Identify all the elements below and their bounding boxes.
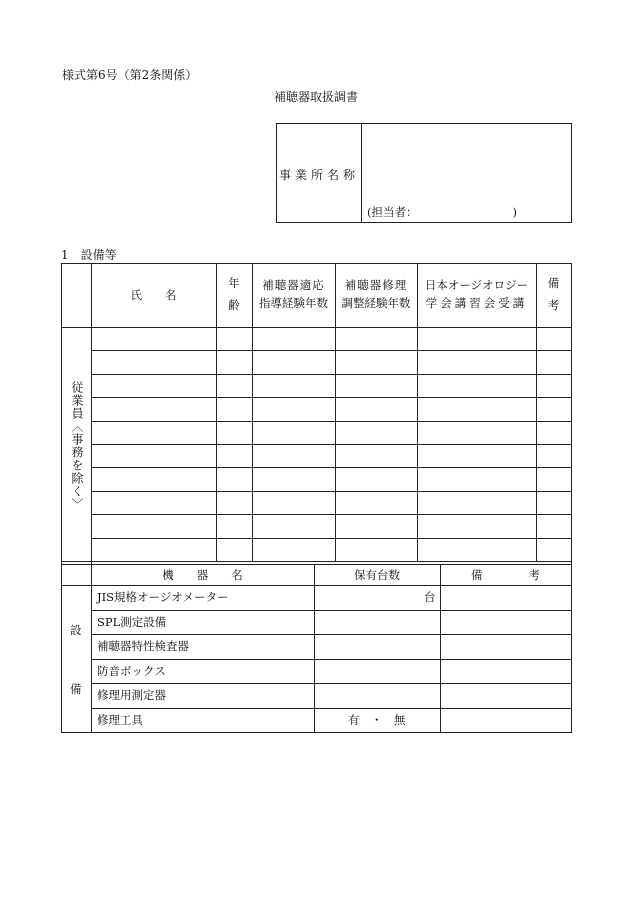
staff-entry-cell[interactable]	[253, 398, 335, 420]
staff-entry-cell[interactable]	[336, 515, 417, 537]
equipment-name: SPL測定設備	[97, 615, 167, 629]
staff-entry-cell[interactable]	[92, 398, 216, 420]
staff-entry-cell[interactable]	[217, 492, 252, 514]
staff-entry-cell[interactable]	[537, 515, 571, 537]
staff-entry-cell[interactable]	[253, 328, 335, 350]
equipment-start-rule	[62, 564, 571, 565]
staff-entry-cell[interactable]	[336, 492, 417, 514]
staff-end-rule	[62, 561, 571, 562]
staff-entry-cell[interactable]	[418, 328, 536, 350]
staff-entry-cell[interactable]	[217, 515, 252, 537]
staff-entry-cell[interactable]	[537, 351, 571, 373]
header-repair-experience: 補聴器修理 調整経験年数	[341, 278, 411, 310]
staff-entry-cell[interactable]	[253, 375, 335, 397]
business-name-label: 事業所名称	[278, 168, 359, 182]
staff-entry-cell[interactable]	[418, 539, 536, 561]
staff-entry-cell[interactable]	[537, 445, 571, 467]
staff-entry-cell[interactable]	[253, 351, 335, 373]
staff-entry-cell[interactable]	[92, 328, 216, 350]
staff-entry-cell[interactable]	[217, 375, 252, 397]
owned-count-field[interactable]	[315, 639, 439, 653]
equipment-name: 修理用測定器	[97, 688, 166, 702]
staff-entry-cell[interactable]	[418, 375, 536, 397]
staff-entry-cell[interactable]	[92, 539, 216, 561]
equipment-remarks-cell[interactable]	[441, 660, 571, 684]
staff-entry-cell[interactable]	[253, 492, 335, 514]
staff-entry-cell[interactable]	[253, 422, 335, 444]
staff-entry-cell[interactable]	[537, 422, 571, 444]
equipment-row-label-top: 設	[70, 623, 82, 637]
staff-entry-cell[interactable]	[92, 351, 216, 373]
staff-entry-cell[interactable]	[217, 398, 252, 420]
staff-entry-cell[interactable]	[253, 468, 335, 490]
staff-entry-cell[interactable]	[92, 422, 216, 444]
header-age: 年 齢	[228, 276, 240, 312]
staff-entry-cell[interactable]	[336, 468, 417, 490]
form-number: 様式第6号（第2条関係）	[62, 68, 198, 82]
staff-entry-cell[interactable]	[336, 351, 417, 373]
equipment-remarks-cell[interactable]	[441, 635, 571, 659]
header-fitting-experience: 補聴器適応 指導経験年数	[259, 278, 328, 310]
staff-entry-cell[interactable]	[537, 539, 571, 561]
staff-entry-cell[interactable]	[537, 328, 571, 350]
contact-person-field[interactable]: (担当者： )	[367, 205, 518, 219]
business-name-box	[276, 123, 572, 223]
staff-entry-cell[interactable]	[537, 398, 571, 420]
staff-entry-cell[interactable]	[336, 328, 417, 350]
equipment-remarks-cell[interactable]	[441, 611, 571, 635]
staff-entry-cell[interactable]	[92, 515, 216, 537]
owned-count-field[interactable]	[315, 664, 439, 678]
staff-entry-cell[interactable]	[336, 445, 417, 467]
staff-entry-cell[interactable]	[336, 422, 417, 444]
header-device-name: 機 器 名	[162, 568, 243, 582]
equipment-name: JIS規格オージオメーター	[97, 590, 229, 604]
equipment-remarks-cell[interactable]	[441, 709, 571, 733]
staff-row-label: 従業員〈事務を除く〉	[70, 381, 84, 511]
facilities-table	[61, 263, 572, 733]
owned-count-field[interactable]: 台	[424, 590, 436, 604]
section-heading: 1 設備等	[61, 248, 117, 262]
staff-entry-cell[interactable]	[418, 492, 536, 514]
staff-entry-cell[interactable]	[217, 445, 252, 467]
header-owned-count: 保有台数	[354, 568, 400, 582]
staff-entry-cell[interactable]	[217, 351, 252, 373]
staff-entry-cell[interactable]	[418, 351, 536, 373]
staff-entry-cell[interactable]	[336, 375, 417, 397]
staff-entry-cell[interactable]	[537, 468, 571, 490]
staff-entry-cell[interactable]	[92, 492, 216, 514]
equipment-name: 補聴器特性検査器	[97, 639, 189, 653]
business-box-divider	[361, 124, 362, 222]
staff-entry-cell[interactable]	[418, 515, 536, 537]
staff-entry-cell[interactable]	[537, 492, 571, 514]
staff-entry-cell[interactable]	[418, 445, 536, 467]
owned-count-field[interactable]	[315, 615, 439, 629]
staff-entry-cell[interactable]	[418, 468, 536, 490]
equipment-remarks-cell[interactable]	[441, 586, 571, 610]
staff-entry-cell[interactable]	[253, 445, 335, 467]
presence-choice[interactable]: 有 ・ 無	[348, 713, 406, 727]
staff-entry-cell[interactable]	[253, 539, 335, 561]
staff-entry-cell[interactable]	[336, 539, 417, 561]
equipment-name: 防音ボックス	[97, 664, 166, 678]
header-name: 氏 名	[130, 288, 177, 302]
equipment-name: 修理工具	[97, 713, 143, 727]
staff-entry-cell[interactable]	[418, 422, 536, 444]
equipment-remarks-cell[interactable]	[441, 684, 571, 708]
staff-entry-cell[interactable]	[92, 445, 216, 467]
staff-entry-cell[interactable]	[217, 422, 252, 444]
staff-entry-cell[interactable]	[537, 375, 571, 397]
equipment-row-label-bottom: 備	[70, 682, 82, 696]
header-remarks: 備 考	[547, 276, 560, 312]
header-equipment-remarks: 備 考	[471, 568, 540, 582]
staff-entry-cell[interactable]	[217, 328, 252, 350]
staff-entry-cell[interactable]	[92, 375, 216, 397]
staff-entry-cell[interactable]	[217, 468, 252, 490]
staff-entry-cell[interactable]	[92, 468, 216, 490]
staff-entry-cell[interactable]	[418, 398, 536, 420]
document-title: 補聴器取扱調書	[274, 90, 359, 104]
header-audiology-course: 日本オージオロジー 学会講習会受講	[424, 278, 529, 310]
staff-entry-cell[interactable]	[336, 398, 417, 420]
staff-entry-cell[interactable]	[217, 539, 252, 561]
owned-count-field[interactable]	[315, 688, 439, 702]
staff-entry-cell[interactable]	[253, 515, 335, 537]
